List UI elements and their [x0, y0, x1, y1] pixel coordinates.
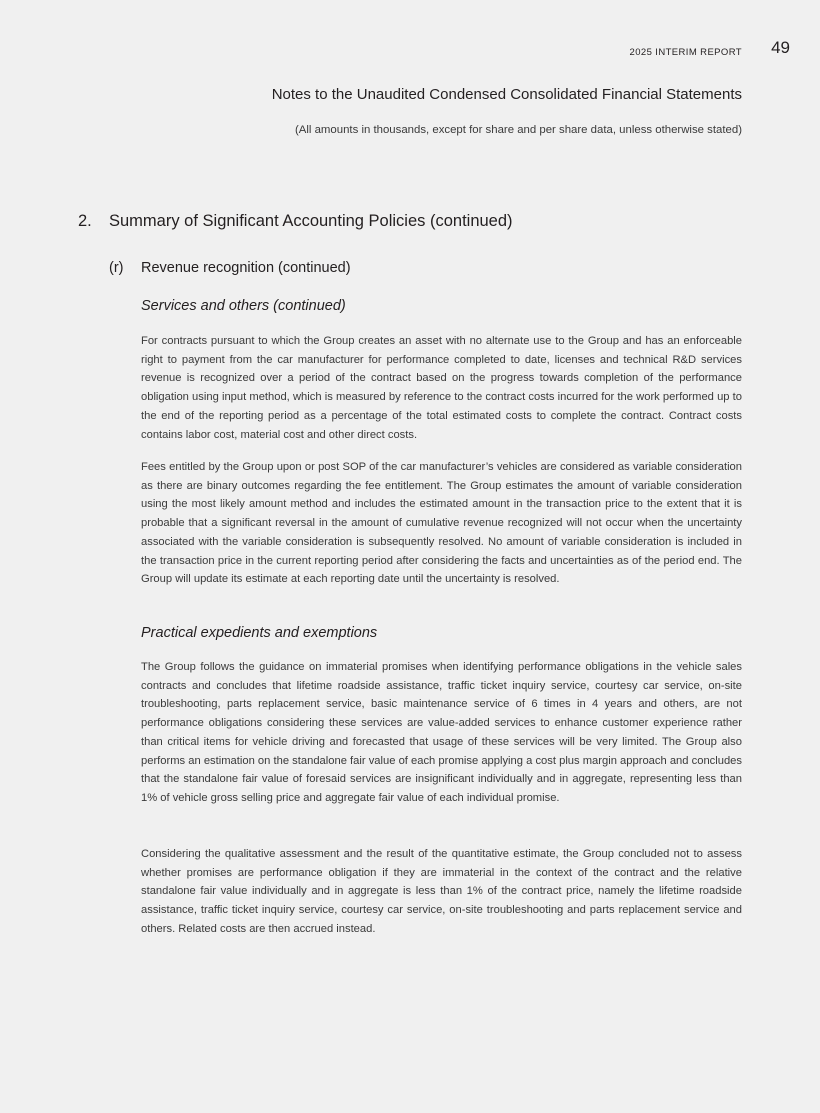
- section-title: Summary of Significant Accounting Policies (continued): [109, 212, 513, 230]
- services-heading-block: [141, 298, 742, 314]
- page-subtitle: (All amounts in thousands, except for share and per share data, unless otherwise stated): [294, 124, 742, 136]
- practical-paragraph-1-block: [141, 658, 742, 808]
- subsection-title: Revenue recognition (continued): [141, 260, 351, 276]
- practical-heading-block: [141, 625, 742, 641]
- services-paragraph-2-block: [141, 458, 742, 589]
- page-title: Notes to the Unaudited Condensed Consolidated Financial Statements: [271, 86, 742, 103]
- page-number: 49: [771, 38, 790, 57]
- practical-paragraph-2-block: [141, 845, 742, 939]
- services-heading: Services and others (continued): [141, 298, 346, 314]
- section-heading: [78, 212, 513, 231]
- report-label: 2025 INTERIM REPORT: [629, 47, 742, 58]
- services-paragraph-1: For contracts pursuant to which the Group creates an asset with no alternate use to the Group and has an enforceable right to payment from the car manufacturer for performance completed to date, licenses and technical R&D services revenue is recognized over a period of the contract based on the progress towards completion of the performance obligation using input method, which is measured by reference to the contract costs incurred for the work performed up to the end of the reporting period as a percentage of the total estimated costs to complete the contract. Contract costs contains labor cost, material cost and other direct costs.: [141, 335, 742, 441]
- practical-paragraph-1: The Group follows the guidance on immaterial promises when identifying performance obligations in the vehicle sales contracts and concludes that lifetime roadside assistance, traffic ticket inquiry service, courtesy car service, on-site troubleshooting, parts replacement service, basic maintenance service of 6 times in 4 years and others, are not performance obligations considering these services are value-added services to enhance customer experience rather than critical items for vehicle driving and forecasted that usage of these services will be very limited. The Group also performs an estimation on the standalone fair value of each promise applying a cost plus margin approach and concludes that the standalone fair value of foresaid services are insignificant individually and in aggregate, representing less than 1% of vehicle gross selling price and aggregate fair value of each individual promise.: [141, 661, 742, 804]
- services-paragraph-2: Fees entitled by the Group upon or post SOP of the car manufacturer’s vehicles are considered as variable consideration as there are binary outcomes regarding the fee entitlement. The Group estimates the amount of variable consideration using the most likely amount method and includes the estimated amount in the transaction price to the extent that it is probable that a significant reversal in the amount of cumulative revenue recognized will not occur when the uncertainty associated with the variable consideration is subsequently resolved. No amount of variable consideration is included in the transaction price in the current reporting period after considering the facts and uncertainties as of the period end. The Group will update its estimate at each reporting date until the uncertainty is resolved.: [141, 461, 742, 586]
- practical-heading: Practical expedients and exemptions: [141, 625, 378, 641]
- services-paragraph-1-block: [141, 332, 742, 444]
- practical-paragraph-2: Considering the qualitative assessment and the result of the quantitative estimate, the Group concluded not to assess whether promises are performance obligation if they are immaterial in the context of the contract and the relative standalone fair value individually and in aggregate is less than 1% of the contract price, namely the lifetime roadside assistance, traffic ticket inquiry service, courtesy car service, on-site troubleshooting and parts replacement service and others. Related costs are then accrued instead.: [141, 848, 742, 935]
- subsection-number: (r): [109, 260, 124, 276]
- subsection-heading: [109, 260, 351, 276]
- section-number: 2.: [78, 212, 92, 230]
